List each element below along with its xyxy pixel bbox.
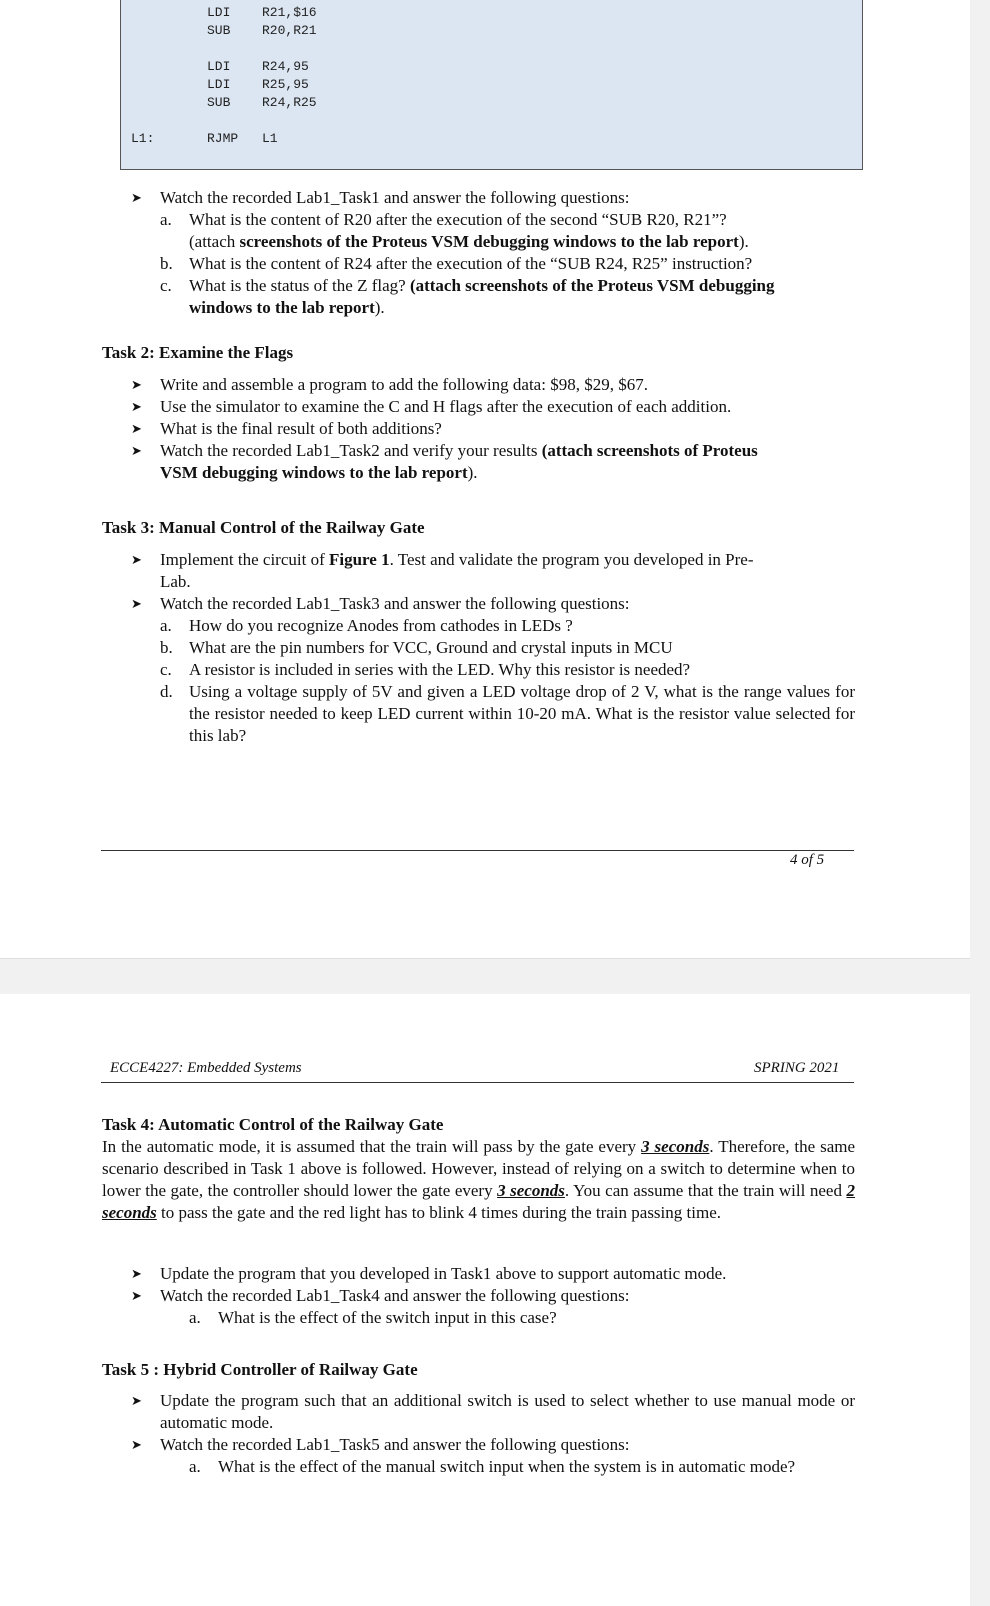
- arrow-bullet-icon: ➤: [131, 596, 142, 611]
- viewer-scrollbar-track[interactable]: [970, 0, 990, 1606]
- code-args: R25,95: [262, 77, 309, 92]
- task1-question-b: What is the content of R24 after the execution of the “SUB R24, R25” instruction?: [189, 254, 753, 273]
- b1-pre: Implement the circuit of: [160, 550, 329, 569]
- list-letter: b.: [160, 254, 173, 273]
- task5-bullet-1: Update the program such that an additional switch is used to select whether to use manual mode or automatic mode.: [160, 1391, 855, 1432]
- task3-bullet-2: Watch the recorded Lab1_Task3 and answer the following questions:: [160, 594, 630, 613]
- task3-bullet-1: [160, 549, 754, 571]
- p-text: In the automatic mode, it is assumed that the train will pass by the gate every: [102, 1137, 642, 1156]
- arrow-bullet-icon: ➤: [131, 552, 142, 567]
- task5-title: Task 5 : Hybrid Controller of Railway Gate: [102, 1360, 418, 1379]
- task3-title: Task 3: Manual Control of the Railway Gate: [102, 518, 425, 537]
- note-close: ).: [738, 232, 749, 251]
- code-op: LDI: [207, 5, 231, 20]
- footer-rule: [101, 850, 854, 851]
- qc-bold2: windows to the lab report: [189, 298, 375, 317]
- code-op: SUB: [207, 23, 231, 38]
- code-op: LDI: [207, 77, 231, 92]
- list-letter: d.: [160, 682, 173, 701]
- task3-question-b: What are the pin numbers for VCC, Ground and crystal inputs in MCU: [189, 638, 673, 657]
- list-letter: c.: [160, 276, 172, 295]
- task1-question-a: What is the content of R20 after the execution of the second “SUB R20, R21”?: [189, 210, 727, 229]
- task3-question-d: Using a voltage supply of 5V and given a LED voltage drop of 2 V, what is the range values for the resistor needed to keep LED current within 10-20 mA. What is the resistor value selected for this lab?: [189, 682, 855, 745]
- list-letter: a.: [160, 210, 172, 229]
- task4-paragraph: [102, 1136, 855, 1224]
- code-op: LDI: [207, 59, 231, 74]
- task3-question-c: A resistor is included in series with the LED. Why this resistor is needed?: [189, 660, 691, 679]
- code-args: R20,R21: [262, 23, 317, 38]
- b4-bold2: VSM debugging windows to the lab report: [160, 463, 468, 482]
- code-args: R24,R25: [262, 95, 317, 110]
- arrow-bullet-icon: ➤: [131, 1437, 142, 1452]
- task2-bullet-1: Write and assemble a program to add the following data: $98, $29, $67.: [160, 375, 648, 394]
- code-op: RJMP: [207, 131, 239, 146]
- task4-title: Task 4: Automatic Control of the Railway Gate: [102, 1115, 444, 1134]
- code-op: SUB: [207, 95, 231, 110]
- task4-bullet-1: Update the program that you developed in Task1 above to support automatic mode.: [160, 1264, 727, 1283]
- arrow-bullet-icon: ➤: [131, 443, 142, 458]
- header-rule: [101, 1082, 854, 1083]
- task5-question-a: What is the effect of the manual switch input when the system is in automatic mode?: [218, 1457, 796, 1476]
- arrow-bullet-icon: ➤: [131, 421, 142, 436]
- qc-close: ).: [374, 298, 385, 317]
- task4-bullet-2: Watch the recorded Lab1_Task4 and answer the following questions:: [160, 1286, 630, 1305]
- task3-bullet-1-cont: Lab.: [160, 572, 191, 591]
- p-text: . Therefore, the same scenario described in Task 1 above is followed. However, instead of relying on a switch to determine when to lower the gate, the controller should lower the gate every: [102, 1137, 856, 1200]
- p-emph: 2 seconds: [102, 1181, 855, 1222]
- list-letter: a.: [189, 1308, 201, 1327]
- task3-question-a: How do you recognize Anodes from cathodes in LEDs ?: [189, 616, 573, 635]
- task2-bullet-4: [160, 440, 758, 462]
- qc-bold: (attach screenshots of the Proteus VSM debugging: [409, 276, 775, 295]
- header-course: ECCE4227: Embedded Systems: [110, 1060, 302, 1076]
- task2-bullet-3: What is the final result of both additions?: [160, 419, 442, 438]
- list-letter: c.: [160, 660, 172, 679]
- arrow-bullet-icon: ➤: [131, 377, 142, 392]
- task1-question-c: [189, 275, 775, 297]
- task1-watch: Watch the recorded Lab1_Task1 and answer the following questions:: [160, 188, 630, 207]
- b1-post: . Test and validate the program you developed in Pre-: [389, 550, 754, 569]
- list-letter: b.: [160, 638, 173, 657]
- assembly-code-block: [120, 0, 863, 170]
- task1-question-c-cont: [189, 297, 385, 319]
- p-text: to pass the gate and the red light has to blink 4 times during the train passing time.: [156, 1203, 721, 1222]
- b4-bold: (attach screenshots of Proteus: [541, 441, 758, 460]
- arrow-bullet-icon: ➤: [131, 1266, 142, 1281]
- p-emph: 3 seconds: [641, 1137, 710, 1156]
- qc-text: What is the status of the Z flag?: [189, 276, 410, 295]
- task4-question-a: What is the effect of the switch input in this case?: [218, 1308, 557, 1327]
- task2-bullet-2: Use the simulator to examine the C and H flags after the execution of each addition.: [160, 397, 732, 416]
- p-text: . You can assume that the train will need: [564, 1181, 847, 1200]
- figure-ref: Figure 1: [329, 550, 390, 569]
- code-args: R21,$16: [262, 5, 317, 20]
- code-args: L1: [262, 131, 278, 146]
- code-args: R24,95: [262, 59, 309, 74]
- code-label: L1:: [131, 131, 155, 146]
- arrow-bullet-icon: ➤: [131, 190, 142, 205]
- page-number: 4 of 5: [790, 852, 825, 868]
- header-term: SPRING 2021: [754, 1060, 840, 1076]
- b4-text: Watch the recorded Lab1_Task2 and verify your results: [160, 441, 542, 460]
- list-letter: a.: [160, 616, 172, 635]
- page-gap: [0, 958, 970, 996]
- task2-title: Task 2: Examine the Flags: [102, 343, 294, 362]
- p-emph: 3 seconds: [497, 1181, 565, 1200]
- arrow-bullet-icon: ➤: [131, 1393, 142, 1408]
- note-bold: screenshots of the Proteus VSM debugging windows to the lab report: [239, 232, 739, 251]
- note-open: (attach: [189, 232, 240, 251]
- arrow-bullet-icon: ➤: [131, 1288, 142, 1303]
- list-letter: a.: [189, 1457, 201, 1476]
- task2-bullet-4-cont: [160, 462, 478, 484]
- task5-bullet-2: Watch the recorded Lab1_Task5 and answer the following questions:: [160, 1435, 630, 1454]
- task1-question-a-note: [189, 231, 749, 253]
- arrow-bullet-icon: ➤: [131, 399, 142, 414]
- pdf-page-5: [0, 994, 970, 1606]
- b4-close: ).: [467, 463, 478, 482]
